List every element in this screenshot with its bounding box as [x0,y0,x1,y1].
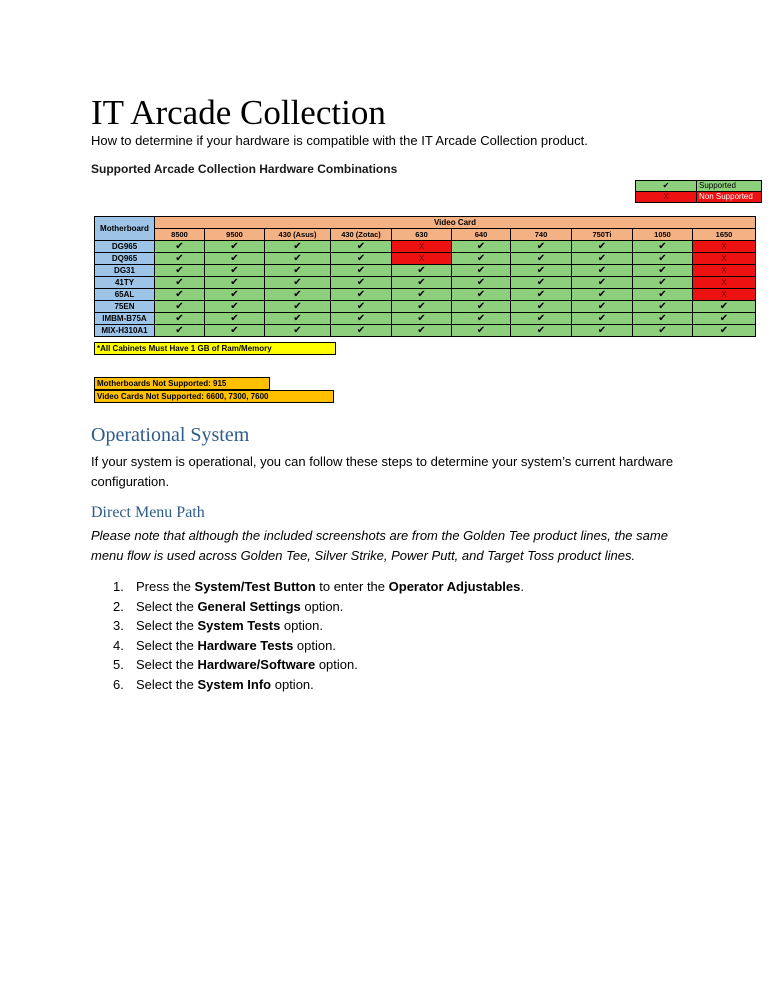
list-item [113,577,524,597]
supported-check-icon: ✔ [392,313,452,325]
table-header-row [95,217,756,229]
supported-check-icon: ✔ [572,277,633,289]
unsupported-x-icon: X [392,241,452,253]
unsupported-x-icon: X [636,192,697,203]
supported-check-icon: ✔ [265,289,331,301]
supported-check-icon: ✔ [572,313,633,325]
motherboard-name: 65AL [95,289,155,301]
supported-check-icon: ✔ [633,253,693,265]
motherboard-name: DQ965 [95,253,155,265]
supported-check-icon: ✔ [331,301,392,313]
step-bold-text: General Settings [197,598,301,614]
supported-check-icon: ✔ [452,241,511,253]
supported-check-icon: ✔ [511,325,572,337]
supported-check-icon: ✔ [392,265,452,277]
supported-check-icon: ✔ [155,265,205,277]
supported-check-icon: ✔ [205,325,265,337]
supported-check-icon: ✔ [633,277,693,289]
supported-check-icon: ✔ [205,253,265,265]
column-header: 750Ti [572,229,633,241]
step-text: option. [293,637,336,653]
supported-check-icon: ✔ [636,181,697,192]
list-item [113,655,524,675]
supported-check-icon: ✔ [331,313,392,325]
supported-check-icon: ✔ [511,289,572,301]
table-row [95,325,756,337]
step-text: option. [315,657,358,672]
step-text: option. [300,598,344,614]
step-bold-text: System/Test Button [194,579,316,594]
unsupported-x-icon: X [693,265,756,277]
step-number: 6. [113,676,124,692]
supported-check-icon: ✔ [633,325,693,337]
column-header: 740 [511,229,572,241]
motherboard-name: 75EN [95,301,155,313]
supported-check-icon: ✔ [572,301,633,313]
unsupported-x-icon: X [693,277,756,289]
supported-check-icon: ✔ [265,301,331,313]
menu-path-note: Please note that although the included screenshots are from the Golden Tee product lines, the same menu flow is used across Golden Tee, Silver Strike, Power Putt, and Target Toss product lines. [91,528,668,563]
list-item [113,636,524,656]
list-item [113,616,524,636]
legend-unsupported-row [636,192,762,203]
supported-check-icon: ✔ [392,301,452,313]
operational-text: If your system is operational, you can follow these steps to determine your system’s current hardware configuration. [91,454,674,489]
supported-check-icon: ✔ [633,241,693,253]
motherboard-name: DG965 [95,241,155,253]
step-text: Select the [136,676,198,692]
compat-heading: Supported Arcade Collection Hardware Combinations [91,162,398,176]
supported-check-icon: ✔ [205,301,265,313]
unsupported-boards-note: Motherboards Not Supported: 915 [94,377,270,390]
step-text: Select the [136,618,198,633]
supported-check-icon: ✔ [572,253,633,265]
legend-supported-label: Supported [697,181,762,192]
supported-check-icon: ✔ [572,241,633,253]
supported-check-icon: ✔ [572,289,633,301]
supported-check-icon: ✔ [265,277,331,289]
supported-check-icon: ✔ [392,289,452,301]
supported-check-icon: ✔ [331,325,392,337]
supported-check-icon: ✔ [331,241,392,253]
supported-check-icon: ✔ [155,241,205,253]
supported-check-icon: ✔ [511,277,572,289]
supported-check-icon: ✔ [452,313,511,325]
supported-check-icon: ✔ [511,313,572,325]
compatibility-table [94,216,756,337]
unsupported-x-icon: X [392,253,452,265]
supported-check-icon: ✔ [511,241,572,253]
supported-check-icon: ✔ [452,289,511,301]
supported-check-icon: ✔ [155,325,205,337]
step-text: Select the [136,637,198,653]
supported-check-icon: ✔ [511,253,572,265]
supported-check-icon: ✔ [205,289,265,301]
supported-check-icon: ✔ [452,253,511,265]
unsupported-cards-note: Video Cards Not Supported: 6600, 7300, 7600 [94,390,334,403]
supported-check-icon: ✔ [511,301,572,313]
list-item [113,597,524,617]
supported-check-icon: ✔ [155,277,205,289]
step-number: 2. [113,598,124,614]
step-number: 4. [113,637,124,653]
step-number: 1. [113,579,124,594]
unsupported-x-icon: X [693,253,756,265]
motherboard-name: DG31 [95,265,155,277]
table-row [95,277,756,289]
column-header: 430 (Zotac) [331,229,392,241]
legend-supported-row [636,181,762,192]
supported-check-icon: ✔ [452,325,511,337]
supported-check-icon: ✔ [633,289,693,301]
supported-check-icon: ✔ [265,313,331,325]
supported-check-icon: ✔ [452,277,511,289]
table-row [95,241,756,253]
motherboard-name: MIX-H310A1 [95,325,155,337]
step-text: option. [271,676,314,692]
motherboard-name: 41TY [95,277,155,289]
step-text: Select the [136,598,198,614]
step-bold-text: Hardware/Software [197,657,316,672]
supported-check-icon: ✔ [155,301,205,313]
supported-check-icon: ✔ [693,301,756,313]
supported-check-icon: ✔ [331,253,392,265]
supported-check-icon: ✔ [633,301,693,313]
unsupported-x-icon: X [693,241,756,253]
operational-heading: Operational System [91,424,250,446]
supported-check-icon: ✔ [331,289,392,301]
step-bold-text: System Tests [197,618,281,633]
supported-check-icon: ✔ [572,325,633,337]
step-text: to enter the [315,579,389,594]
legend [635,180,762,203]
column-header-row [95,229,756,241]
column-header: 9500 [205,229,265,241]
supported-check-icon: ✔ [693,325,756,337]
supported-check-icon: ✔ [693,313,756,325]
supported-check-icon: ✔ [392,277,452,289]
table-row [95,253,756,265]
supported-check-icon: ✔ [155,253,205,265]
page-title: IT Arcade Collection [91,93,386,132]
memory-note: *All Cabinets Must Have 1 GB of Ram/Memory [94,342,336,355]
supported-check-icon: ✔ [265,241,331,253]
step-number: 3. [113,618,124,633]
step-text: option. [280,618,323,633]
column-header: 1050 [633,229,693,241]
supported-check-icon: ✔ [452,301,511,313]
supported-check-icon: ✔ [452,265,511,277]
column-header: 8500 [155,229,205,241]
step-number: 5. [113,657,124,672]
supported-check-icon: ✔ [633,313,693,325]
table-row [95,289,756,301]
supported-check-icon: ✔ [392,325,452,337]
column-header: 630 [392,229,452,241]
supported-check-icon: ✔ [205,265,265,277]
step-bold-text: Hardware Tests [197,637,294,653]
page-subtitle: How to determine if your hardware is compatible with the IT Arcade Collection product. [91,133,588,148]
legend-unsupported-label: Non Supported [697,192,762,203]
supported-check-icon: ✔ [572,265,633,277]
step-text: Press the [136,579,195,594]
supported-check-icon: ✔ [155,289,205,301]
supported-check-icon: ✔ [265,253,331,265]
motherboard-header: Motherboard [95,217,155,241]
supported-check-icon: ✔ [331,265,392,277]
motherboard-name: IMBM-B75A [95,313,155,325]
video-card-header: Video Card [155,217,756,229]
unsupported-x-icon: X [693,289,756,301]
supported-check-icon: ✔ [155,313,205,325]
column-header: 640 [452,229,511,241]
step-text: . [520,579,524,594]
steps-list [113,577,524,694]
table-row [95,313,756,325]
step-text: Select the [136,657,198,672]
supported-check-icon: ✔ [205,313,265,325]
column-header: 430 (Asus) [265,229,331,241]
supported-check-icon: ✔ [205,277,265,289]
supported-check-icon: ✔ [511,265,572,277]
supported-check-icon: ✔ [265,325,331,337]
supported-check-icon: ✔ [205,241,265,253]
supported-check-icon: ✔ [331,277,392,289]
list-item [113,675,524,695]
table-row [95,265,756,277]
table-row [95,301,756,313]
supported-check-icon: ✔ [265,265,331,277]
supported-check-icon: ✔ [633,265,693,277]
step-bold-text: Operator Adjustables [388,579,521,594]
column-header: 1650 [693,229,756,241]
step-bold-text: System Info [197,676,272,692]
menu-path-heading: Direct Menu Path [91,504,205,521]
